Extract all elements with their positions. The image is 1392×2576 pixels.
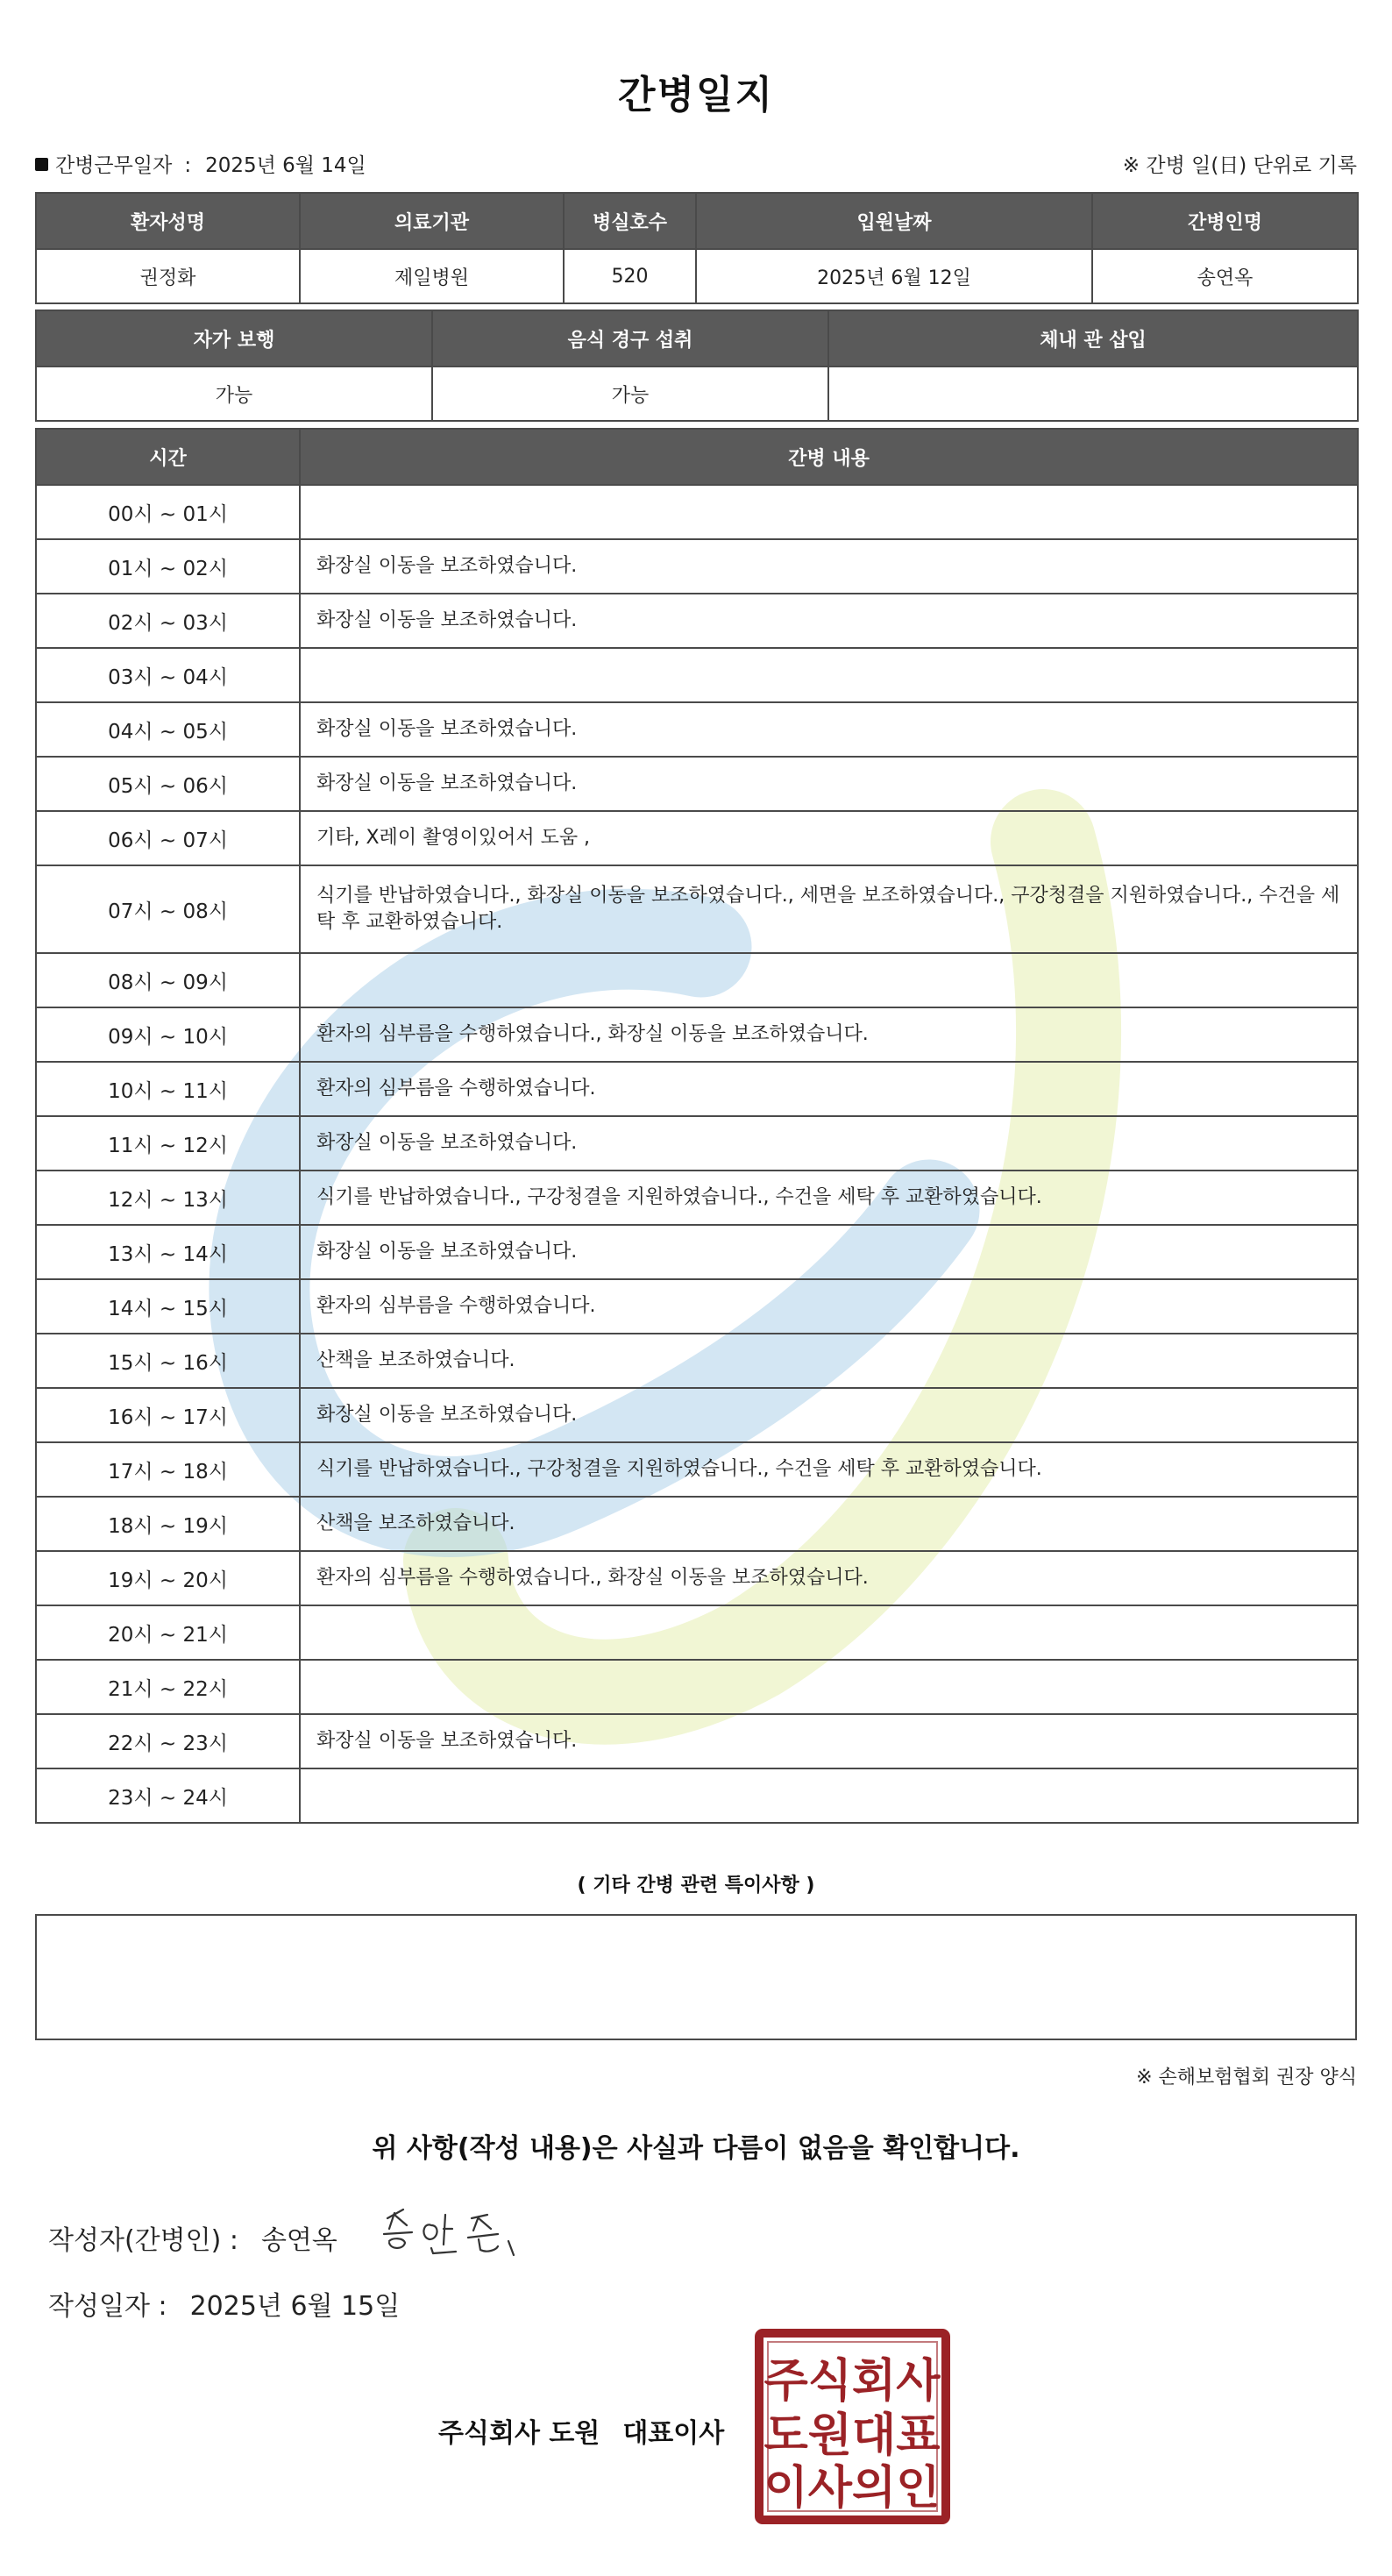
content-cell: 식기를 반납하였습니다., 구강청결을 지원하였습니다., 수건을 세탁 후 교환하였습니다. bbox=[300, 1171, 1358, 1225]
recommendation-note: ※ 손해보험협회 권장 양식 bbox=[1136, 2067, 1357, 2089]
care-log-row bbox=[36, 1062, 1358, 1116]
content-cell bbox=[300, 1605, 1358, 1660]
content-cell: 환자의 심부름을 수행하였습니다. bbox=[300, 1062, 1358, 1116]
care-log-row bbox=[36, 1388, 1358, 1442]
content-cell: 환자의 심부름을 수행하였습니다., 화장실 이동을 보조하였습니다. bbox=[300, 1551, 1358, 1605]
patient-status-table bbox=[35, 310, 1359, 422]
header-admission-date: 입원날짜 bbox=[696, 193, 1092, 249]
care-log-header-row bbox=[36, 429, 1358, 485]
time-cell: 10시 ~ 11시 bbox=[36, 1062, 300, 1116]
time-cell: 07시 ~ 08시 bbox=[36, 865, 300, 953]
time-cell: 11시 ~ 12시 bbox=[36, 1116, 300, 1171]
content-cell bbox=[300, 485, 1358, 539]
hospital-value: 제일병원 bbox=[300, 249, 564, 303]
company-name: 주식회사 도원 bbox=[438, 2418, 600, 2449]
header-tube-insertion: 체내 관 삽입 bbox=[828, 310, 1358, 366]
content-cell bbox=[300, 953, 1358, 1007]
written-date-line bbox=[48, 2284, 400, 2323]
time-cell: 01시 ~ 02시 bbox=[36, 539, 300, 594]
patient-status-header-row bbox=[36, 310, 1358, 366]
content-cell: 화장실 이동을 보조하였습니다. bbox=[300, 594, 1358, 648]
care-log-row bbox=[36, 702, 1358, 757]
header-oral-intake: 음식 경구 섭취 bbox=[432, 310, 828, 366]
time-cell: 14시 ~ 15시 bbox=[36, 1279, 300, 1334]
self-walking-value: 가능 bbox=[36, 366, 432, 421]
care-log-row bbox=[36, 953, 1358, 1007]
header-room-number: 병실호수 bbox=[564, 193, 696, 249]
patient-info-header-row bbox=[36, 193, 1358, 249]
content-cell: 식기를 반납하였습니다., 화장실 이동을 보조하였습니다., 세면을 보조하였습니다., 구강청결을 지원하였습니다., 수건을 세탁 후 교환하였습니다. bbox=[300, 865, 1358, 953]
content-cell: 산책을 보조하였습니다. bbox=[300, 1497, 1358, 1551]
writer-name: 송연옥 bbox=[260, 2225, 337, 2256]
admission-date-value: 2025년 6월 12일 bbox=[696, 249, 1092, 303]
care-log-row bbox=[36, 1225, 1358, 1279]
content-cell: 환자의 심부름을 수행하였습니다. bbox=[300, 1279, 1358, 1334]
time-cell: 04시 ~ 05시 bbox=[36, 702, 300, 757]
time-cell: 12시 ~ 13시 bbox=[36, 1171, 300, 1225]
svg-text:이사의인: 이사의인 bbox=[763, 2462, 941, 2515]
oral-intake-value: 가능 bbox=[432, 366, 828, 421]
time-cell: 23시 ~ 24시 bbox=[36, 1768, 300, 1823]
header-self-walking: 자가 보행 bbox=[36, 310, 432, 366]
content-cell: 식기를 반납하였습니다., 구강청결을 지원하였습니다., 수건을 세탁 후 교환하였습니다. bbox=[300, 1442, 1358, 1497]
care-log-row bbox=[36, 757, 1358, 811]
care-log-row bbox=[36, 1116, 1358, 1171]
care-log-row bbox=[36, 485, 1358, 539]
work-date-line bbox=[35, 149, 366, 178]
special-notes-box bbox=[35, 1914, 1357, 2040]
content-cell: 산책을 보조하였습니다. bbox=[300, 1334, 1358, 1388]
tube-insertion-value bbox=[828, 366, 1358, 421]
time-cell: 08시 ~ 09시 bbox=[36, 953, 300, 1007]
time-cell: 09시 ~ 10시 bbox=[36, 1007, 300, 1062]
patient-status-value-row bbox=[36, 366, 1358, 421]
company-seal-stamp bbox=[754, 2328, 951, 2525]
content-cell bbox=[300, 1660, 1358, 1714]
work-date-separator: : bbox=[184, 154, 192, 177]
bullet-square-icon bbox=[35, 158, 48, 171]
patient-name-value: 권정화 bbox=[36, 249, 300, 303]
care-log-table bbox=[35, 428, 1359, 1824]
header-time: 시간 bbox=[36, 429, 300, 485]
time-cell: 17시 ~ 18시 bbox=[36, 1442, 300, 1497]
content-cell: 화장실 이동을 보조하였습니다. bbox=[300, 1225, 1358, 1279]
content-cell: 화장실 이동을 보조하였습니다. bbox=[300, 757, 1358, 811]
time-cell: 13시 ~ 14시 bbox=[36, 1225, 300, 1279]
handwritten-signature bbox=[377, 2199, 526, 2260]
content-cell: 기타, X레이 촬영이있어서 도움 , bbox=[300, 811, 1358, 865]
unit-note: ※ 간병 일(日) 단위로 기록 bbox=[1122, 154, 1357, 177]
care-log-row bbox=[36, 1551, 1358, 1605]
content-cell: 환자의 심부름을 수행하였습니다., 화장실 이동을 보조하였습니다. bbox=[300, 1007, 1358, 1062]
care-log-row bbox=[36, 1171, 1358, 1225]
written-date-label: 작성일자 : bbox=[48, 2291, 167, 2322]
svg-text:도원대표: 도원대표 bbox=[763, 2409, 941, 2462]
representative-title: 대표이사 bbox=[622, 2418, 725, 2449]
care-log-row bbox=[36, 1007, 1358, 1062]
header-hospital: 의료기관 bbox=[300, 193, 564, 249]
time-cell: 21시 ~ 22시 bbox=[36, 1660, 300, 1714]
care-log-row bbox=[36, 539, 1358, 594]
care-log-row bbox=[36, 648, 1358, 702]
work-date-value: 2025년 6월 14일 bbox=[205, 154, 366, 177]
time-cell: 06시 ~ 07시 bbox=[36, 811, 300, 865]
time-cell: 16시 ~ 17시 bbox=[36, 1388, 300, 1442]
time-cell: 20시 ~ 21시 bbox=[36, 1605, 300, 1660]
room-number-value: 520 bbox=[564, 249, 696, 303]
work-date-label: 간병근무일자 bbox=[55, 154, 173, 177]
content-cell: 화장실 이동을 보조하였습니다. bbox=[300, 1116, 1358, 1171]
care-log-row bbox=[36, 1768, 1358, 1823]
content-cell: 화장실 이동을 보조하였습니다. bbox=[300, 1388, 1358, 1442]
time-cell: 22시 ~ 23시 bbox=[36, 1714, 300, 1768]
company-signature-line bbox=[438, 2411, 724, 2450]
written-date-value: 2025년 6월 15일 bbox=[189, 2291, 401, 2322]
care-log-row bbox=[36, 1497, 1358, 1551]
special-notes-title: ( 기타 간병 관련 특이사항 ) bbox=[577, 1875, 815, 1896]
time-cell: 02시 ~ 03시 bbox=[36, 594, 300, 648]
time-cell: 19시 ~ 20시 bbox=[36, 1551, 300, 1605]
writer-line bbox=[48, 2218, 337, 2257]
care-log-row bbox=[36, 594, 1358, 648]
care-log-row bbox=[36, 811, 1358, 865]
content-cell: 화장실 이동을 보조하였습니다. bbox=[300, 539, 1358, 594]
care-log-row bbox=[36, 1442, 1358, 1497]
caregiver-name-value: 송연옥 bbox=[1092, 249, 1358, 303]
patient-info-value-row bbox=[36, 249, 1358, 303]
header-patient-name: 환자성명 bbox=[36, 193, 300, 249]
time-cell: 05시 ~ 06시 bbox=[36, 757, 300, 811]
document-title: 간병일지 bbox=[617, 73, 774, 117]
header-caregiver-name: 간병인명 bbox=[1092, 193, 1358, 249]
content-cell: 화장실 이동을 보조하였습니다. bbox=[300, 702, 1358, 757]
time-cell: 03시 ~ 04시 bbox=[36, 648, 300, 702]
care-log-row bbox=[36, 1714, 1358, 1768]
patient-info-table bbox=[35, 192, 1359, 304]
time-cell: 00시 ~ 01시 bbox=[36, 485, 300, 539]
time-cell: 15시 ~ 16시 bbox=[36, 1334, 300, 1388]
care-log-row bbox=[36, 1334, 1358, 1388]
content-cell bbox=[300, 1768, 1358, 1823]
time-cell: 18시 ~ 19시 bbox=[36, 1497, 300, 1551]
care-log-row bbox=[36, 1605, 1358, 1660]
content-cell bbox=[300, 648, 1358, 702]
svg-text:주식회사: 주식회사 bbox=[763, 2355, 941, 2408]
care-log-row bbox=[36, 865, 1358, 953]
care-log-row bbox=[36, 1279, 1358, 1334]
writer-label: 작성자(간병인) : bbox=[48, 2225, 238, 2256]
care-log-row bbox=[36, 1660, 1358, 1714]
confirmation-statement: 위 사항(작성 내용)은 사실과 다름이 없음을 확인합니다. bbox=[372, 2133, 1020, 2164]
header-care-content: 간병 내용 bbox=[300, 429, 1358, 485]
content-cell: 화장실 이동을 보조하였습니다. bbox=[300, 1714, 1358, 1768]
